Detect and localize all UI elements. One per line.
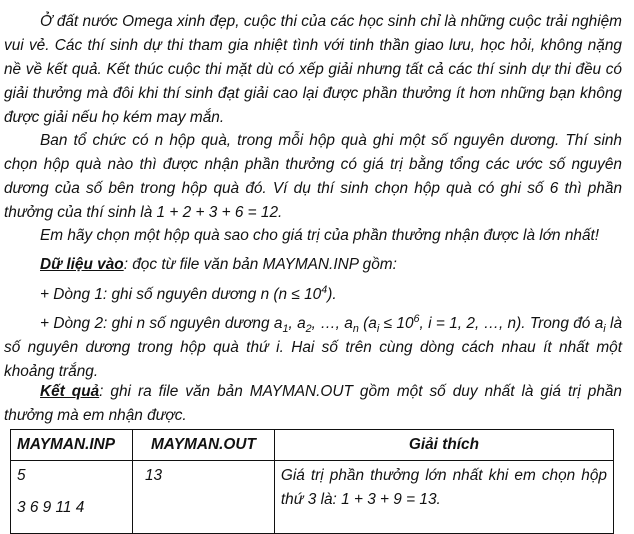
input-line-1-text: + Dòng 1: ghi số nguyên dương n (n ≤ 10 bbox=[40, 286, 322, 303]
task-paragraph: Em hãy chọn một hộp quà sao cho giá trị của phần thưởng nhận được là lớn nhất! bbox=[40, 227, 600, 244]
input-line-2 bbox=[4, 312, 622, 384]
header-output-file: MAYMAN.OUT bbox=[132, 430, 274, 461]
n-limit-exponent: 4 bbox=[321, 283, 328, 296]
example-table bbox=[10, 429, 614, 534]
example-input-line-2: 3 6 9 11 4 bbox=[17, 499, 85, 516]
input-line-1 bbox=[4, 283, 622, 307]
output-label: Kết quả bbox=[40, 383, 100, 400]
example-output-cell: 13 bbox=[132, 461, 274, 534]
input-line-2-text: + Dòng 2: ghi n số nguyên dương a bbox=[40, 315, 283, 332]
subscript-1: 1 bbox=[282, 323, 289, 336]
header-explanation: Giải thích bbox=[274, 430, 613, 461]
condition-limit: ≤ 10 bbox=[379, 315, 414, 332]
problem-paragraph: Ban tổ chức có n hộp quà, trong mỗi hộp quà ghi một số nguyên dương. Thí sinh chọn hộp quà nào thì được nhận phần thưởng có giá trị bằng tổng các ước số nguyên dương của số bên trong hộp quà đó. Ví dụ thí sinh chọn hộp quà có ghi số 6 thì phần thưởng của thí sinh là 1 + 2 + 3 + 6 = 12. bbox=[4, 132, 622, 221]
input-heading bbox=[4, 253, 622, 277]
subscript-i: i bbox=[376, 323, 380, 336]
input-line-1-end: ). bbox=[327, 286, 337, 303]
subscript-i-2: i bbox=[603, 323, 606, 336]
example-header-row bbox=[11, 430, 614, 461]
input-description: : đọc từ file văn bản MAYMAN.INP gồm: bbox=[123, 256, 397, 273]
example-input-line-1: 5 bbox=[17, 467, 26, 484]
condition-range: , i = 1, 2, …, n). Trong đó a bbox=[419, 315, 604, 332]
example-input-cell bbox=[11, 461, 133, 534]
input-line-2-rest: là số nguyên dương trong hộp quà thứ i. Hai số trên cùng dòng cách nhau ít nhất một khoảng trắng. bbox=[4, 315, 623, 380]
ai-limit-exponent: 6 bbox=[413, 312, 420, 325]
separator-1: , a bbox=[288, 315, 306, 332]
intro-paragraph: Ở đất nước Omega xinh đẹp, cuộc thi của các học sinh chỉ là những cuộc trải nghiệm vui vẻ. Các thí sinh dự thi tham gia nhiệt tình với tinh thần giao lưu, học hỏi, không nặng nề về kết quả. Kết thúc cuộc thi mặt dù có xếp giải nhưng tất cả các thí sinh dự thi đều có giải thưởng mà đôi khi thí sinh đạt giải cao lại được phần thưởng ít hơn những bạn không được giải nếu họ kém may mắn. bbox=[4, 13, 622, 126]
example-explanation-cell: Giá trị phần thưởng lớn nhất khi em chọn hộp thứ 3 là: 1 + 3 + 9 = 13. bbox=[274, 461, 613, 534]
subscript-2: 2 bbox=[305, 323, 312, 336]
example-row bbox=[11, 461, 614, 534]
condition-open: (a bbox=[358, 315, 377, 332]
header-input-file: MAYMAN.INP bbox=[11, 430, 133, 461]
output-heading bbox=[4, 380, 622, 428]
subscript-n: n bbox=[352, 323, 359, 336]
separator-2: , …, a bbox=[311, 315, 353, 332]
input-label: Dữ liệu vào bbox=[40, 256, 124, 273]
output-description: : ghi ra file văn bản MAYMAN.OUT gồm một số duy nhất là giá trị phần thưởng mà em nhận được. bbox=[4, 383, 622, 424]
